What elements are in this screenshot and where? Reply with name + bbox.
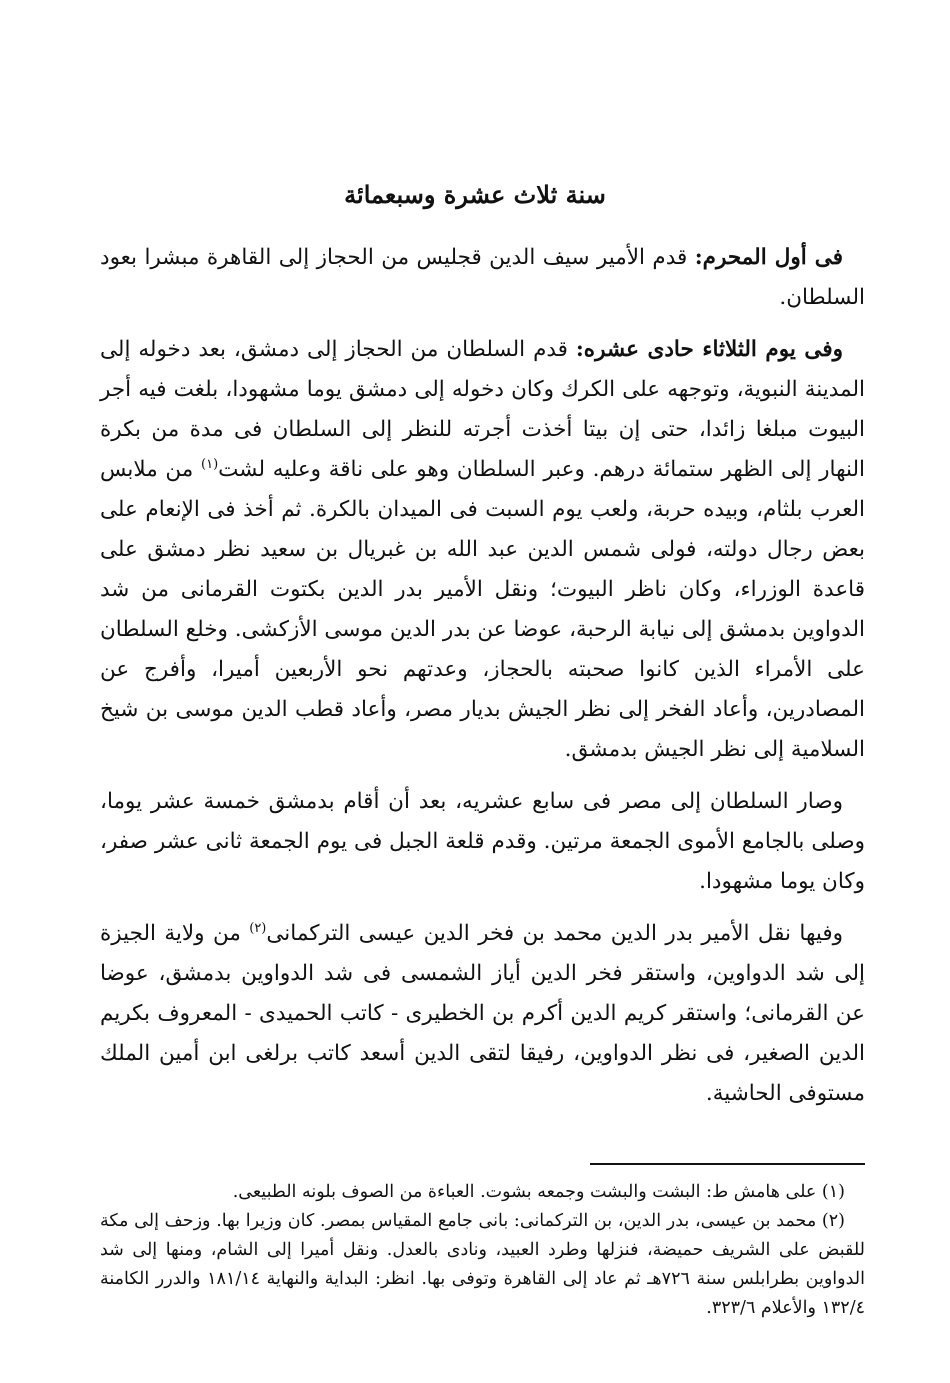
footnote-2: (٢) محمد بن عيسى، بدر الدين، بن التركمانى: بانى جامع المقياس بمصر. كان وزيرا بها. وزحف إلى مكة للقبض على الشريف حميضة، فنزلها وطرد العبيد، ونادى بالعدل. ونقل أميرا إلى الشام، ومنها إلى شد الدواوين بطرابلس سنة ٧٢٦هـ ثم عاد إلى القاهرة وتوفى بها. انظر: البداية والنهاية ١٨١/١٤ والدرر الكامنة ١٣٢/٤ والأعلام ٣٢٣/٦. <box>100 1211 866 1318</box>
footnote-1: (١) على هامش ط: البشت والبشت وجمعه بشوت. العباءة من الصوف بلونه الطبيعى. <box>232 1182 845 1202</box>
footnote-ref-2[interactable]: (٢) <box>249 920 267 936</box>
footnotes <box>100 1178 865 1323</box>
paragraph-3 <box>100 782 865 902</box>
paragraph-text: قدم السلطان من الحجاز إلى دمشق، بعد دخوله إلى المدينة النبوية، وتوجهه على الكرك وكان دخوله إلى دمشق يوما مشهودا، بلغت فيه أجر البيوت مبلغا زائدا، حتى إن بيتا أخذت أجرته للنظر إلى السلطان فى مدة من بكرة النهار إلى الظهر ستمائة درهم. وعبر السلطان وهو على ناقة وعليه لشت <box>100 337 866 482</box>
paragraph-lead: فى أول المحرم: <box>694 245 843 270</box>
paragraph-text-continued: من ولاية الجيزة إلى شد الدواوين، واستقر فخر الدين أياز الشمسى فى شد الدواوين بدمشق، عوضا عن القرمانى؛ واستقر كريم الدين أكرم بن الخطيرى - كاتب الحميدى - المعروف بكريم الدين الصغير، فى نظر الدواوين، رفيقا لتقى الدين أسعد كاتب برلغى ابن أمين الملك مستوفى الحاشية. <box>100 921 865 1106</box>
paragraph-1 <box>100 238 865 318</box>
paragraph-lead: وفى يوم الثلاثاء حادى عشره: <box>575 337 843 362</box>
paragraph-text: قدم الأمير سيف الدين قجليس من الحجاز إلى القاهرة مبشرا بعود السلطان. <box>100 245 865 310</box>
paragraph-text: وفيها نقل الأمير بدر الدين محمد بن فخر الدين عيسى التركمانى <box>266 921 843 946</box>
footnote-separator <box>590 1163 865 1165</box>
body-text <box>100 238 865 1126</box>
paragraph-4 <box>100 914 865 1114</box>
paragraph-text-continued: من ملابس العرب بلثام، وبيده حربة، ولعب يوم السبت فى الميدان بالكرة. ثم أخذ فى الإنعام على بعض رجال دولته، فولى شمس الدين عبد الله بن غبريال بن سعيد نظر دمشق على قاعدة الوزراء، وكان ناظر البيوت؛ ونقل الأمير بدر الدين بكتوت القرمانى من شد الدواوين بدمشق إلى نيابة الرحبة، عوضا عن بدر الدين موسى الأزكشى. وخلع السلطان على الأمراء الذين كانوا صحبته بالحجاز، وعدتهم نحو الأربعين أميرا، وأفرج عن المصادرين، وأعاد الفخر إلى نظر الجيش بديار مصر، وأعاد قطب الدين موسى بن شيخ السلامية إلى نظر الجيش بدمشق. <box>100 457 866 762</box>
chapter-title: سنة ثلاث عشرة وسبعمائة <box>344 180 606 209</box>
footnote-ref-1[interactable]: (١) <box>201 456 219 472</box>
paragraph-2 <box>100 330 865 770</box>
paragraph-text: وصار السلطان إلى مصر فى سابع عشريه، بعد أن أقام بدمشق خمسة عشر يوما، وصلى بالجامع الأموى الجمعة مرتين. وقدم قلعة الجبل فى يوم الجمعة ثانى عشر صفر، وكان يوما مشهودا. <box>100 789 865 894</box>
